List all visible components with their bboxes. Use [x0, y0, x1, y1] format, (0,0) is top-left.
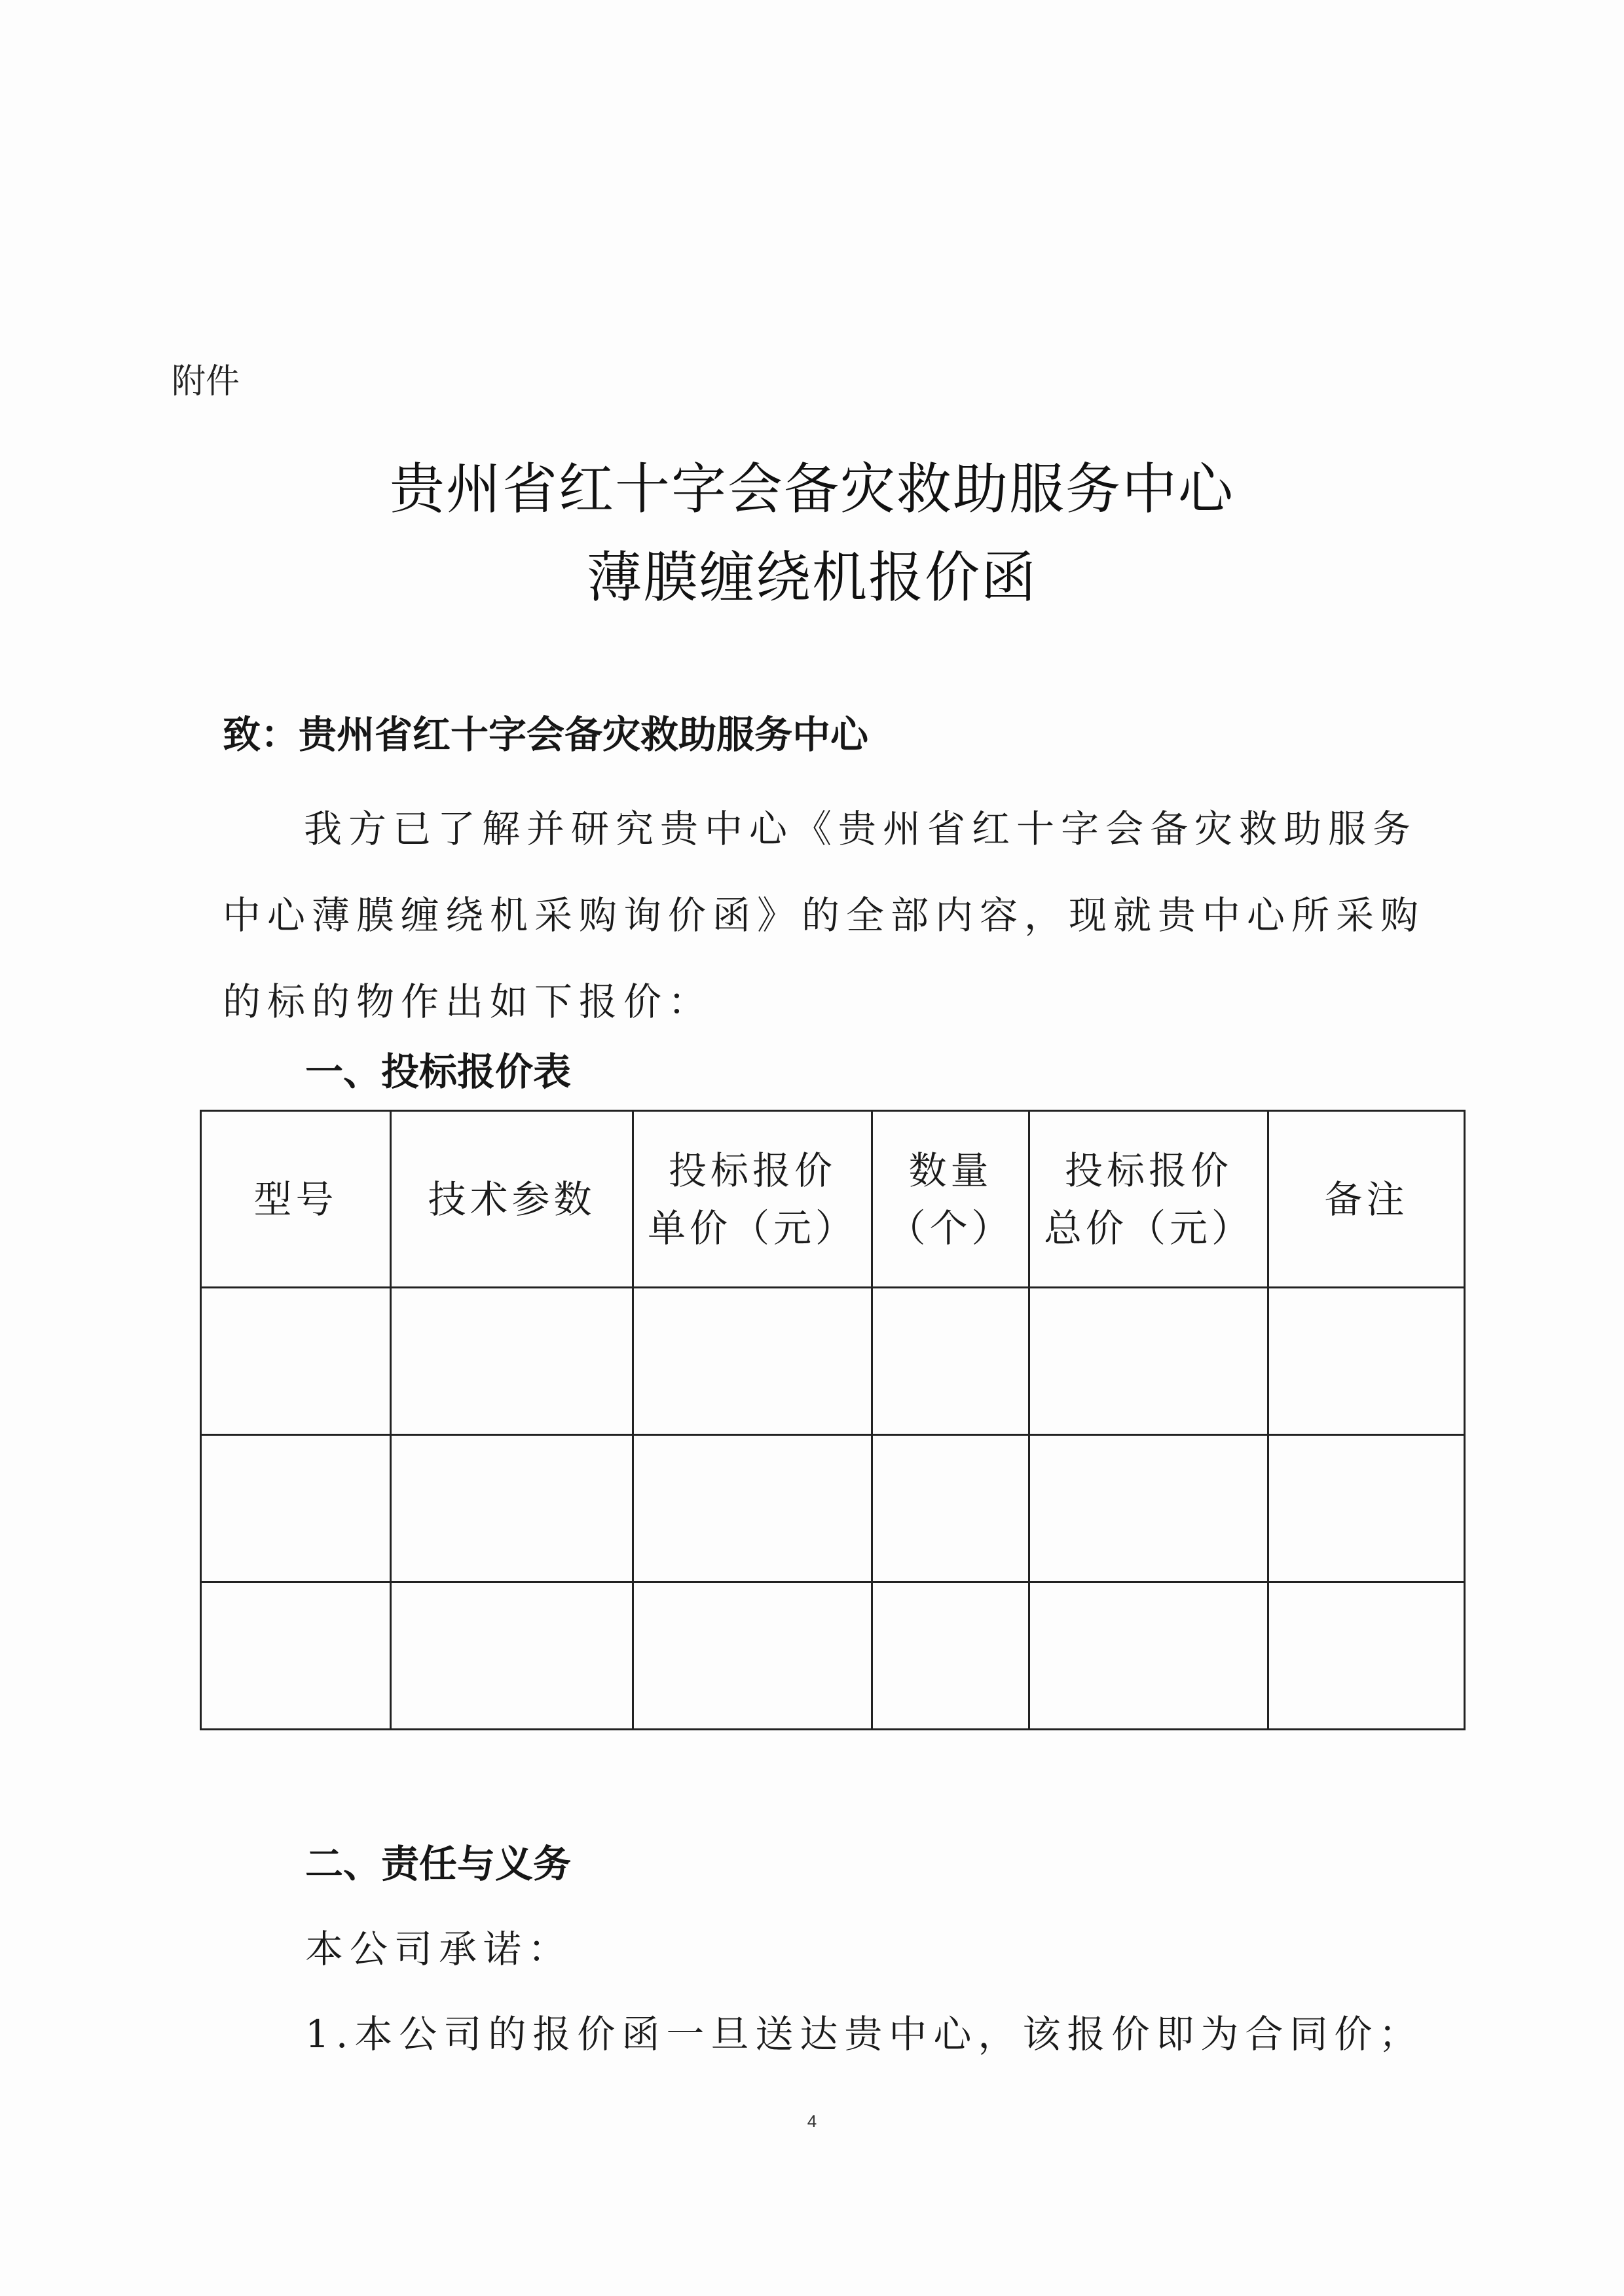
- header-remarks: 备注: [1268, 1111, 1465, 1288]
- table-row: [201, 1435, 1465, 1582]
- document-title-line2: 薄膜缠绕机报价函: [586, 545, 1037, 610]
- table-row: [201, 1582, 1465, 1730]
- header-quantity: 数量 （个）: [872, 1111, 1029, 1288]
- table-cell[interactable]: [391, 1435, 633, 1582]
- promise-intro: 本公司承诺：: [305, 1927, 573, 1971]
- header-model: 型号: [201, 1111, 391, 1288]
- table-cell[interactable]: [1268, 1288, 1465, 1435]
- table-cell[interactable]: [872, 1582, 1029, 1730]
- table-cell[interactable]: [1029, 1582, 1268, 1730]
- table-cell[interactable]: [633, 1582, 872, 1730]
- table-cell[interactable]: [872, 1435, 1029, 1582]
- table-cell[interactable]: [872, 1288, 1029, 1435]
- section-1-title: 一、投标报价表: [305, 1049, 572, 1094]
- table-cell[interactable]: [1268, 1435, 1465, 1582]
- table-cell[interactable]: [633, 1435, 872, 1582]
- table-cell[interactable]: [1029, 1288, 1268, 1435]
- table-cell[interactable]: [201, 1288, 391, 1435]
- header-total-price: 投标报价 总价（元）: [1029, 1111, 1268, 1288]
- page-number: 4: [807, 2111, 817, 2131]
- section-2-title: 二、责任与义务: [305, 1842, 572, 1886]
- table-cell[interactable]: [391, 1582, 633, 1730]
- attachment-label: 附件: [172, 362, 240, 401]
- table-header-row: [201, 1111, 1465, 1288]
- bid-price-table: [200, 1110, 1466, 1730]
- table-cell[interactable]: [1029, 1435, 1268, 1582]
- addressee: 致：贵州省红十字会备灾救助服务中心: [223, 712, 869, 757]
- header-unit-price: 投标报价 单价（元）: [633, 1111, 872, 1288]
- document-title-line1: 贵州省红十字会备灾救助服务中心: [389, 457, 1234, 521]
- table-cell[interactable]: [1268, 1582, 1465, 1730]
- table-cell[interactable]: [201, 1582, 391, 1730]
- table-cell[interactable]: [633, 1288, 872, 1435]
- table-row: [201, 1288, 1465, 1435]
- header-tech-params: 技术参数: [391, 1111, 633, 1288]
- promise-item: 1.本公司的报价函一旦送达贵中心，该报价即为合同价；: [305, 2012, 1424, 2056]
- table-cell[interactable]: [391, 1288, 633, 1435]
- intro-paragraph: 我方已了解并研究贵中心《贵州省红十字会备灾救助服务中心薄膜缠绕机采购询价函》的全部内容，现就贵中心所采购的标的物作出如下报价：: [223, 807, 1426, 1024]
- table-cell[interactable]: [201, 1435, 391, 1582]
